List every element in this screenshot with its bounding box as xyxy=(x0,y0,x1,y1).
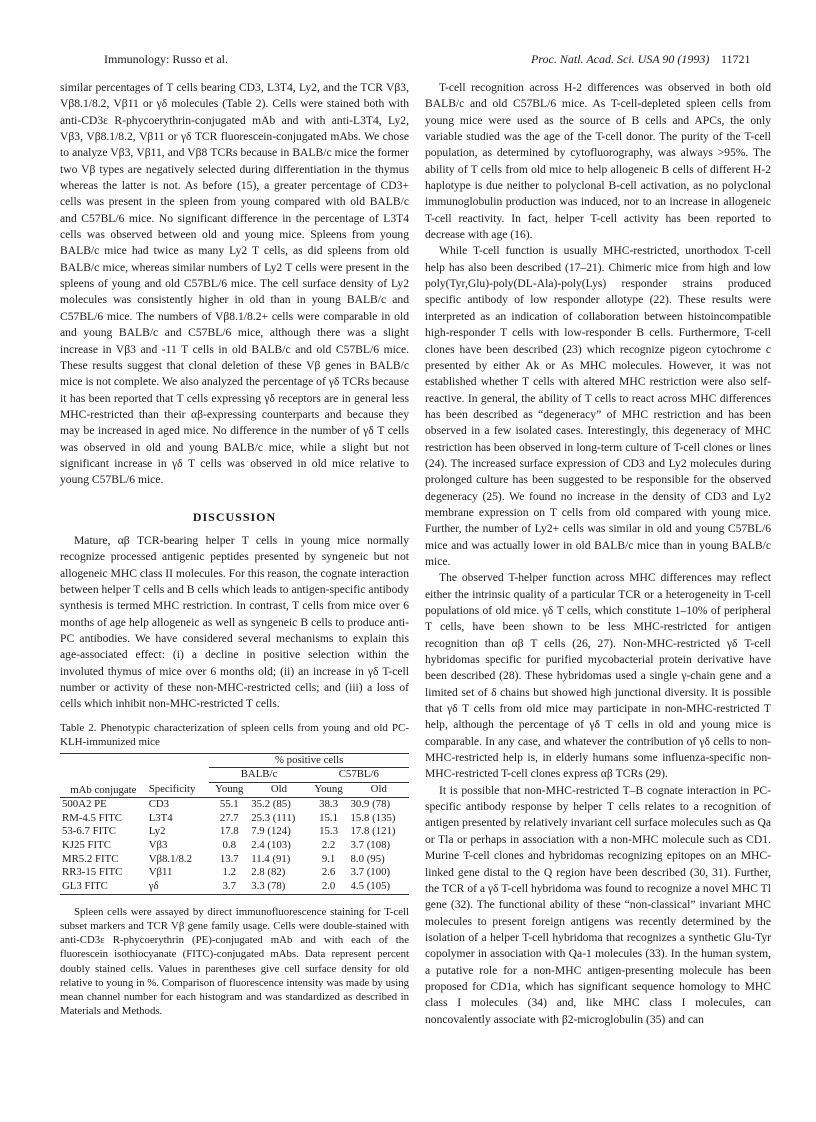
paragraph: Mature, αβ TCR-bearing helper T cells in young mice normally recognize processed antigenic peptides presented by syngeneic but not allogeneic MHC class II molecules. For this reason, the cognate interaction between helper T cells and B cells which leads to antigen-specific antibody synthesis is termed MHC restriction. In contrast, T cells from mice over 6 months of age help allogeneic as well as syngeneic B cells to produce anti-PC antibodies. We have considered several mechanisms to explain this age-associated effect: (i) a decline in positive selection within the involuted thymus of mice over 6 months old; (ii) an increase in γδ T-cell number or activity of these non-MHC-restricted cells; and (iii) a loss of cells which inhibit non-MHC-restricted T cells. xyxy=(60,533,409,711)
table-cell-c-old: 17.8 (121) xyxy=(350,825,396,838)
table-cell-spec: Vβ8.1/8.2 xyxy=(148,852,192,865)
table-cell-c-old: 3.7 (108) xyxy=(350,838,391,851)
table-cell-c-young: 15.3 xyxy=(319,825,339,838)
table-cell-c-young: 2.0 xyxy=(321,880,336,893)
table-cell-b-young: 27.7 xyxy=(219,811,239,824)
table-cell-mab: 500A2 PE xyxy=(62,797,107,810)
section-heading-discussion: DISCUSSION xyxy=(192,509,277,524)
running-header-journal: Proc. Natl. Acad. Sci. USA 90 (1993) xyxy=(531,52,710,66)
table-cell-c-old: 3.7 (100) xyxy=(350,866,391,879)
table-header-old: Old xyxy=(370,783,387,796)
table-caption: Table 2. Phenotypic characterization of spleen cells from young and old PC-KLH-immunized mice xyxy=(60,721,409,748)
table-row xyxy=(60,825,409,839)
table-cell-mab: KJ25 FITC xyxy=(62,838,111,851)
table-cell-b-young: 0.8 xyxy=(222,838,237,851)
table-cell-c-young: 9.1 xyxy=(321,852,336,865)
table-cell-b-old: 3.3 (78) xyxy=(251,880,286,893)
table-cell-mab: MR5.2 FITC xyxy=(62,852,119,865)
table-cell-b-old: 2.8 (82) xyxy=(251,866,286,879)
table-cell-c-old: 8.0 (95) xyxy=(350,852,385,865)
table-row xyxy=(60,853,409,867)
table-header-young: Young xyxy=(314,783,343,796)
table-cell-b-old: 25.3 (111) xyxy=(251,811,296,824)
table-cell-spec: Vβ11 xyxy=(148,866,173,879)
table-cell-spec: γδ xyxy=(148,880,159,893)
table-cell-b-old: 35.2 (85) xyxy=(251,797,291,810)
table-cell-spec: Vβ3 xyxy=(148,838,168,851)
table-cell-spec: CD3 xyxy=(148,797,170,810)
table-cell-c-young: 2.6 xyxy=(321,866,336,879)
table-cell-b-old: 2.4 (103) xyxy=(251,838,291,851)
table-cell-c-old: 30.9 (78) xyxy=(350,797,391,810)
table-cell-spec: L3T4 xyxy=(148,811,173,824)
table-row xyxy=(60,797,409,811)
paragraph: It is possible that non-MHC-restricted T–B cognate interaction in PC-specific antibody response by helper T cells relates to a recognition of antigen presented by relatively invariant cell surface molecules such as Qa or Tla or perhaps in association with a non-MHC molecule such as CD1. Murine T-cell clones and hybridomas recognizing epitopes on an MHC-linked gene distal to the Q region have been described (30, 31). Further, the TCR of a γδ T-cell hybridoma was found to recognize a novel MHC Tl gene (32). The functional ability of these “non-classical” invariant MHC molecules to present foreign antigens was recently determined by the isolation of a helper T-cell hybridoma that recognizes a synthetic Glu-Tyr copolymer in association with Qa-1 molecules (33). In the human system, a putative role for a non-MHC antigen-presenting molecule has been proposed for CD1a, which has significant sequence homology to MHC class I molecules (34) and, like MHC class I molecules, can noncovalently associate with β2-microglobulin (35) and can xyxy=(425,783,771,1026)
table-cell-spec: Ly2 xyxy=(148,825,166,838)
table-cell-mab: RR3-15 FITC xyxy=(62,866,123,879)
phenotype-table xyxy=(60,753,409,895)
table-cell-c-old: 15.8 (135) xyxy=(350,811,396,824)
paragraph: The observed T-helper function across MHC differences may reflect either the intrinsic quality of a particular TCR or a heterogeneity in T-cell populations of old mice. γδ T cells, which constitute 1–10% of peripheral T cells, have been shown to be less MHC-restricted for antigen recognition than αβ T cells (26, 27). Non-MHC-restricted γδ T-cell hybridomas specific for purified mycobacterial protein derivative have been described (28). These hybridomas used a single γ-chain gene and a limited set of δ chains but showed high junctional diversity. It is possible that γδ T cells from old mice may participate in non-MHC-restricted T help, although the percentage of γδ T cells in old and young mice is comparable. In any case, and whatever the contribution of γδ cells to non-MHC-restricted help is, in elderly humans some influenza-specific non-MHC-restricted T-cell clones express αβ TCRs (29). xyxy=(425,571,771,781)
table-cell-c-young: 2.2 xyxy=(321,838,336,851)
table-row xyxy=(60,812,409,826)
table-row xyxy=(60,866,409,880)
table-header-percent: % positive cells xyxy=(209,753,409,768)
page-number: 11721 xyxy=(721,52,751,66)
table-cell-b-young: 1.2 xyxy=(222,866,237,879)
table-header-specificity: Specificity xyxy=(148,783,196,796)
table-cell-c-old: 4.5 (105) xyxy=(350,880,391,893)
right-column xyxy=(425,80,771,1028)
paragraph: similar percentages of T cells bearing CD3, L3T4, Ly2, and the TCR Vβ3, Vβ8.1/8.2, Vβ11 or γδ molecules (Table 2). Cells were stained both with anti-CD3ε R-phycoerythrin-conjugated mAb and with anti-L3T4, Ly2, Vβ3, Vβ8.1/8.2, Vβ11 or γδ TCR fluorescein-conjugated mAbs. We chose to analyze Vβ3, Vβ11, and Vβ8 TCRs because in BALB/c mice the former two Vβ types are negatively selected during differentiation in the thymus whereas the latter is not. As before (15), a greater percentage of CD3+ cells was present in the spleen from young compared with old BALB/c and C57BL/6 mice. No significant difference in the percentage of L3T4 cells was observed between old and young mice. Spleens from young BALB/c mice had twice as many Ly2 T cells, as did spleens from old BALB/c mice, whereas similar numbers of Ly2 T cells were present in the spleens of young and old C57BL/6 mice. The cell surface density of Ly2 molecules was consistently higher in old than in young BALB/c and C57BL/6 mice. The numbers of Vβ8.1/8.2+ cells were comparable in old and young BALB/c and C57BL/6 mice, although there was a slight increase in Vβ3 and -11 T cells in old BALB/c and old C57BL/6 mice. These results suggest that clonal deletion of these Vβ genes in BALB/c mice is not complete. We also analyzed the percentage of γδ TCRs because it has been reported that T cells expressing γδ receptors are in general less MHC-restricted than their αβ-expressing counterparts and because they may be increased in aged mice. No difference in the number of γδ T cells was observed in old and young BALB/c mice, while a slight but not significant increase in γδ T cells was observed in old mice relative to young C57BL/6 mice. xyxy=(60,81,409,487)
paragraph: T-cell recognition across H-2 differences was observed in both old BALB/c and old C57BL/6 mice. As T-cell-depleted spleen cells from young mice were used as the source of B cells and APCs, the only variable studied was the age of the T-cell donor. The purity of the T-cell population, as determined by cytofluorography, was always >95%. The ability of T cells from old mice to help allogeneic B cells of different H-2 haplotype is due neither to polyclonal B-cell activation, as no polyclonal immunoglobulin production was induced, nor to an increase in allogeneic T-cell reactivity. In fact, helper T-cell activity has been reported to decrease with age (16). xyxy=(425,81,771,242)
table-cell-b-young: 13.7 xyxy=(219,852,239,865)
table-row xyxy=(60,880,409,894)
table-header-mab: mAb conjugate xyxy=(70,783,137,796)
running-header-left: Immunology: Russo et al. xyxy=(104,52,228,66)
table-cell-mab: RM-4.5 FITC xyxy=(62,811,122,824)
table-cell-c-young: 38.3 xyxy=(319,797,339,810)
table-header-c57bl6: C57BL/6 xyxy=(309,768,409,783)
table-cell-mab: GL3 FITC xyxy=(62,880,108,893)
table-cell-b-old: 11.4 (91) xyxy=(251,852,291,865)
table-header-young: Young xyxy=(215,783,244,796)
table-cell-b-young: 55.1 xyxy=(219,797,239,810)
table-cell-c-young: 15.1 xyxy=(319,811,339,824)
table-row xyxy=(60,839,409,853)
table-cell-b-young: 3.7 xyxy=(222,880,237,893)
paragraph: While T-cell function is usually MHC-restricted, unorthodox T-cell help has also been described (17–21). Chimeric mice from high and low poly(Tyr,Glu)-poly(DL-Ala)-poly(Lys) responder strains produced specific antibody of low responder allotype (22). These results were interpreted as an indication of collaboration between histoincompatible high-responder T cells with low-responder B cells. Furthermore, T-cell clones have been described (23) which recognize pigeon cytochrome c presented by either Ak or As MHC molecules. However, it was not established whether T cells with altered MHC restriction were also self-reactive. In general, the ability of T cells to react across MHC differences has been described as “degeneracy” of MHC restriction and has been observed in a few isolated cases. Interestingly, this degeneracy of MHC restriction has been observed in long-term culture of T-cell clones or lines (24). The increased surface expression of CD3 and Ly2 molecules during prolonged culture has been suggested to be responsible for the observed degeneracy (25). We found no increase in the density of CD3 and Ly2 membrane expression on T cells from old compared with young mice. Further, the number of Ly2+ cells was similar in old and young C57BL/6 mice and was actually lower in old BALB/c mice than in young BALB/c mice. xyxy=(425,244,771,568)
table-header-balbc: BALB/c xyxy=(209,768,308,783)
left-column xyxy=(60,80,409,1018)
table-footnote: Spleen cells were assayed by direct immunofluorescence staining for T-cell subset markers and TCR Vβ gene family usage. Cells were double-stained with anti-CD3ε R-phycoerythrin (PE)-conjugated mAb and with each of the fluorescein isothiocyanate (FITC)-conjugated mAbs. Data represent percent doubly stained cells. Values in parentheses give cell surface density for old relative to young in %. Comparison of fluorescence intensity was made by using mean channel number for each histogram and was standardized as described in Materials and Methods. xyxy=(60,905,409,1018)
table-cell-mab: 53-6.7 FITC xyxy=(62,825,116,838)
table-cell-b-young: 17.8 xyxy=(219,825,239,838)
table-header-old: Old xyxy=(270,783,288,796)
table-cell-b-old: 7.9 (124) xyxy=(251,825,291,838)
